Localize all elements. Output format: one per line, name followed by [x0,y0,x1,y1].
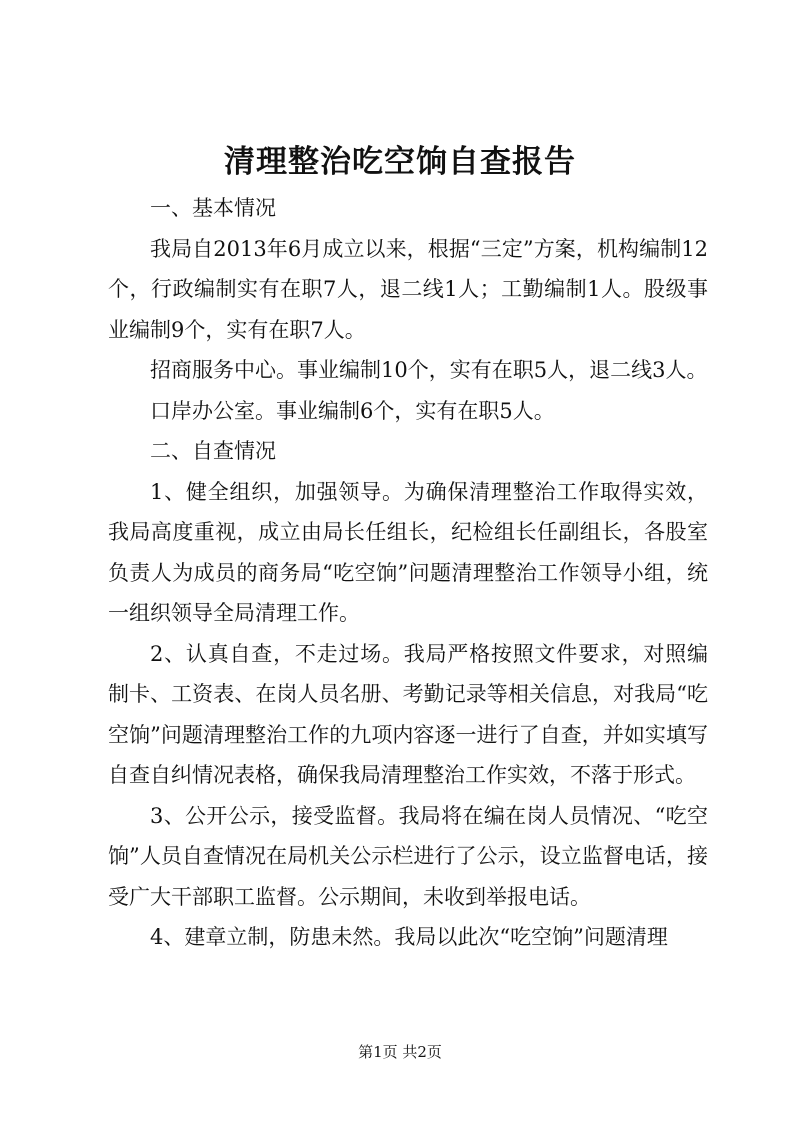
paragraph-investment-center: 招商服务中心。事业编制10个，实有在职5人，退二线3人。 [150,358,708,382]
page-footer: 第1页 共2页 [358,1043,442,1061]
section-heading-basic-info: 一、基本情况 [150,196,276,220]
paragraph-item-4: 4、建章立制，防患未然。我局以此次“吃空饷”问题清理 [150,925,668,949]
paragraph-item-1: 1、健全组织，加强领导。为确保清理整治工作取得实效，我局高度重视，成立由局长任组长，纪检组长任副组长，各股室负责人为成员的商务局“吃空饷”问题清理整治工作领导小组，统一组织领导全局清理工作。 [108,479,708,625]
section-heading-self-inspection: 二、自查情况 [150,439,276,463]
paragraph-item-2: 2、认真自查，不走过场。我局严格按照文件要求，对照编制卡、工资表、在岗人员名册、考勤记录等相关信息，对我局“吃空饷”问题清理整治工作的九项内容逐一进行了自查，并如实填写自查自纠情况表格，确保我局清理整治工作实效，不落于形式。 [108,641,708,787]
paragraph-bureau-staffing: 我局自2013年6月成立以来，根据“三定”方案，机构编制12个，行政编制实有在职7人，退二线1人；工勤编制1人。股级事业编制9个，实有在职7人。 [108,236,708,342]
document-body [108,188,708,958]
document-title: 清理整治吃空饷自查报告 [224,144,576,180]
paragraph-item-3: 3、公开公示，接受监督。我局将在编在岗人员情况、“吃空饷”人员自查情况在局机关公示栏进行了公示，设立监督电话，接受广大干部职工监督。公示期间，未收到举报电话。 [108,803,708,909]
paragraph-port-office: 口岸办公室。事业编制6个，实有在职5人。 [150,398,555,423]
